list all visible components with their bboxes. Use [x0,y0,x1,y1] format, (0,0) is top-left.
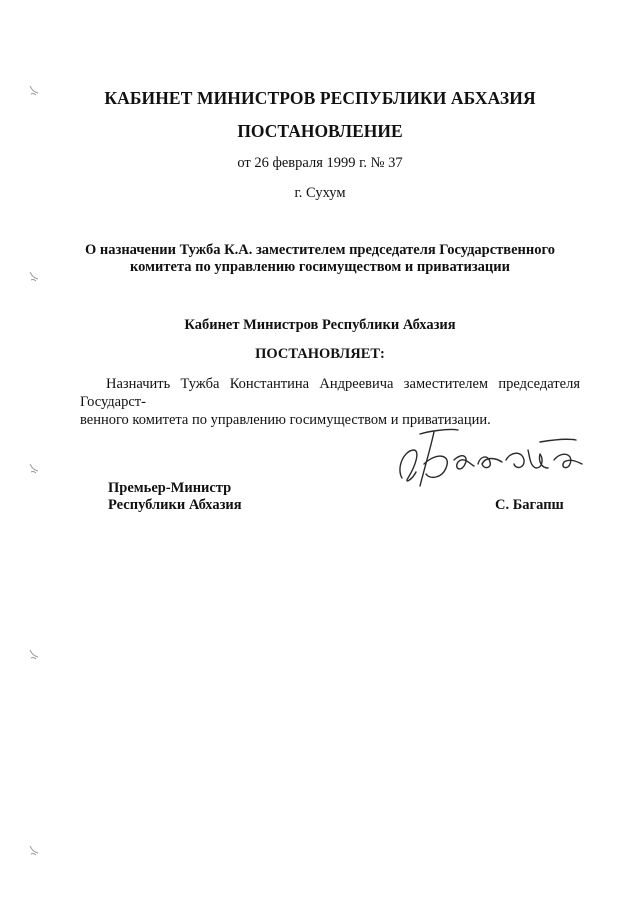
punch-mark-icon [26,646,42,662]
document-subject [0,242,640,276]
punch-mark-icon [26,460,42,476]
punch-mark-icon [26,268,42,284]
decree-word: ПОСТАНОВЛЯЕТ: [255,346,385,362]
punch-mark-icon [26,842,42,858]
date-number: от 26 февраля 1999 г. № 37 [237,155,403,171]
document-type: ПОСТАНОВЛЕНИЕ [237,121,403,141]
signatory-name: С. Багапш [495,497,564,513]
subject-line-1: О назначении Тужба К.А. заместителем председателя Государственного [84,242,555,258]
subject-line-2: комитета по управлению госимуществом и приватизации [130,259,510,275]
position-line-2: Республики Абхазия [108,497,242,513]
body-line-1: Назначить Тужба Константина Андреевича заместителем председателя Государст- [80,376,580,410]
position-line-1: Премьер-Министр [108,480,232,496]
signatory-position [108,480,242,514]
handwritten-signature-icon [390,420,590,495]
punch-mark-icon [26,82,42,98]
issuer: Кабинет Министров Республики Абхазия [184,317,456,333]
body-line-2: венного комитета по управлению госимуществом и приватизации. [80,412,491,428]
organization-title: КАБИНЕТ МИНИСТРОВ РЕСПУБЛИКИ АБХАЗИЯ [104,88,536,108]
place: г. Сухум [294,185,346,201]
